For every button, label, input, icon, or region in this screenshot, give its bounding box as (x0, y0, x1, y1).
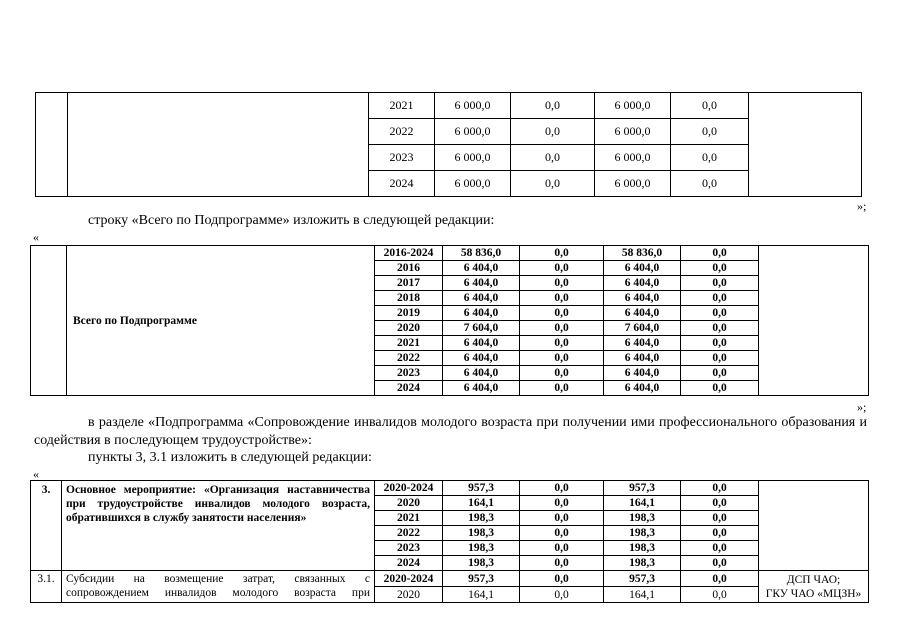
year-cell: 2020 (375, 321, 443, 336)
year-cell: 2016-2024 (375, 246, 443, 261)
instruction-paragraph: строку «Всего по Подпрограмме» изложить в следующей редакции: (88, 213, 495, 228)
item-number-cell: 3.1. (31, 571, 62, 603)
value-cell: 0,0 (511, 119, 595, 145)
value-cell: 6 000,0 (595, 93, 671, 119)
value-cell: 0,0 (681, 351, 759, 366)
total-cell: 164,1 (443, 496, 520, 511)
value-cell: 7 604,0 (604, 321, 681, 336)
value-cell: 0,0 (520, 496, 604, 511)
number-cell (31, 246, 67, 396)
total-cell: 6 000,0 (435, 145, 511, 171)
closing-quote: »; (857, 400, 867, 414)
total-cell: 164,1 (443, 587, 520, 603)
description-cell (68, 93, 369, 197)
executor-cell (749, 93, 862, 197)
value-cell: 6 404,0 (604, 366, 681, 381)
value-cell: 0,0 (520, 276, 604, 291)
executor-cell (759, 571, 869, 603)
value-cell: 164,1 (604, 496, 681, 511)
value-cell: 0,0 (511, 145, 595, 171)
value-cell: 0,0 (520, 381, 604, 396)
value-cell: 0,0 (520, 246, 604, 261)
year-cell: 2018 (375, 291, 443, 306)
value-cell: 0,0 (681, 366, 759, 381)
value-cell: 6 404,0 (604, 336, 681, 351)
executor-cell (759, 246, 869, 396)
year-cell: 2023 (369, 145, 435, 171)
value-cell: 0,0 (520, 587, 604, 603)
value-cell: 0,0 (681, 261, 759, 276)
total-cell: 58 836,0 (443, 246, 520, 261)
table-row (36, 93, 862, 119)
total-cell: 6 404,0 (443, 291, 520, 306)
instruction-paragraph: в разделе «Подпрограмма «Сопровождение инвалидов молодого возраста при получении ими профессионального образования и содействия в последующем трудоустройстве»: (34, 415, 867, 448)
value-cell: 0,0 (520, 571, 604, 587)
total-cell: 198,3 (443, 541, 520, 556)
executor-line: ДСП ЧАО; (786, 573, 841, 586)
value-cell: 198,3 (604, 541, 681, 556)
opening-quote: « (33, 467, 39, 481)
year-cell: 2022 (375, 351, 443, 366)
instruction-paragraph: пункты 3, 3.1 изложить в следующей редакции: (88, 450, 372, 465)
value-cell: 0,0 (681, 321, 759, 336)
value-cell: 0,0 (520, 261, 604, 276)
total-cell: 6 000,0 (435, 93, 511, 119)
value-cell: 957,3 (604, 571, 681, 587)
value-cell: 0,0 (520, 351, 604, 366)
year-cell: 2024 (375, 381, 443, 396)
year-cell: 2024 (369, 171, 435, 197)
value-cell: 0,0 (671, 119, 749, 145)
value-cell: 0,0 (511, 93, 595, 119)
value-cell: 198,3 (604, 556, 681, 571)
value-cell: 0,0 (520, 481, 604, 496)
total-cell: 6 000,0 (435, 171, 511, 197)
year-cell: 2020-2024 (375, 481, 443, 496)
item-number-cell: 3. (31, 481, 62, 571)
value-cell: 0,0 (681, 571, 759, 587)
year-cell: 2021 (375, 336, 443, 351)
value-cell: 6 404,0 (604, 261, 681, 276)
value-cell: 0,0 (671, 145, 749, 171)
value-cell: 0,0 (511, 171, 595, 197)
value-cell: 0,0 (671, 93, 749, 119)
value-cell: 0,0 (681, 496, 759, 511)
value-cell: 164,1 (604, 587, 681, 603)
total-cell: 6 404,0 (443, 276, 520, 291)
year-cell: 2021 (375, 511, 443, 526)
value-cell: 6 000,0 (595, 171, 671, 197)
total-cell: 198,3 (443, 556, 520, 571)
value-cell: 0,0 (681, 511, 759, 526)
value-cell: 0,0 (520, 366, 604, 381)
value-cell: 0,0 (681, 587, 759, 603)
value-cell: 198,3 (604, 526, 681, 541)
table-row (31, 246, 869, 261)
executor-cell (759, 481, 869, 571)
value-cell: 6 404,0 (604, 291, 681, 306)
total-cell: 198,3 (443, 511, 520, 526)
value-cell: 0,0 (520, 336, 604, 351)
value-cell: 0,0 (681, 336, 759, 351)
value-cell: 6 404,0 (604, 351, 681, 366)
total-cell: 957,3 (443, 571, 520, 587)
value-cell: 0,0 (520, 306, 604, 321)
number-cell (36, 93, 68, 197)
year-cell: 2016 (375, 261, 443, 276)
year-cell: 2020-2024 (375, 571, 443, 587)
year-cell: 2020 (375, 587, 443, 603)
value-cell: 0,0 (520, 541, 604, 556)
total-cell: 6 404,0 (443, 336, 520, 351)
value-cell: 0,0 (681, 381, 759, 396)
year-cell: 2021 (369, 93, 435, 119)
year-cell: 2022 (375, 526, 443, 541)
budget-table-continuation (35, 92, 862, 197)
value-cell: 0,0 (681, 481, 759, 496)
value-cell: 0,0 (520, 321, 604, 336)
year-cell: 2022 (369, 119, 435, 145)
year-cell: 2024 (375, 556, 443, 571)
total-cell: 6 404,0 (443, 351, 520, 366)
year-cell: 2023 (375, 366, 443, 381)
total-cell: 957,3 (443, 481, 520, 496)
value-cell: 0,0 (681, 246, 759, 261)
item-description-cell: Субсидии на возмещение затрат, связанных с сопровождением инвалидов молодого возраста при (62, 571, 375, 603)
table-row (31, 481, 869, 496)
opening-quote: « (33, 230, 39, 244)
value-cell: 6 000,0 (595, 145, 671, 171)
value-cell: 0,0 (520, 511, 604, 526)
value-cell: 0,0 (520, 556, 604, 571)
value-cell: 6 404,0 (604, 306, 681, 321)
value-cell: 0,0 (681, 306, 759, 321)
year-cell: 2020 (375, 496, 443, 511)
value-cell: 0,0 (520, 526, 604, 541)
total-cell: 6 404,0 (443, 261, 520, 276)
subprogram-total-table (30, 245, 869, 396)
value-cell: 6 404,0 (604, 381, 681, 396)
year-cell: 2019 (375, 306, 443, 321)
value-cell: 0,0 (671, 171, 749, 197)
value-cell: 0,0 (520, 291, 604, 306)
total-cell: 6 404,0 (443, 381, 520, 396)
value-cell: 58 836,0 (604, 246, 681, 261)
total-cell: 6 404,0 (443, 366, 520, 381)
value-cell: 0,0 (681, 291, 759, 306)
year-cell: 2023 (375, 541, 443, 556)
total-cell: 7 604,0 (443, 321, 520, 336)
activity-table (30, 480, 869, 603)
executor-line: ГКУ ЧАО «МЦЗН» (765, 587, 862, 600)
year-cell: 2017 (375, 276, 443, 291)
total-cell: 6 404,0 (443, 306, 520, 321)
value-cell: 6 404,0 (604, 276, 681, 291)
total-cell: 198,3 (443, 526, 520, 541)
value-cell: 0,0 (681, 541, 759, 556)
value-cell: 0,0 (681, 276, 759, 291)
value-cell: 957,3 (604, 481, 681, 496)
total-label-cell: Всего по Подпрограмме (67, 246, 375, 396)
total-cell: 6 000,0 (435, 119, 511, 145)
item-description-cell: Основное мероприятие: «Организация наставничества при трудоустройстве инвалидов молодого возраста, обратившихся в службу занятости населения» (62, 481, 375, 571)
value-cell: 198,3 (604, 511, 681, 526)
value-cell: 0,0 (681, 526, 759, 541)
table-row (31, 571, 869, 587)
value-cell: 6 000,0 (595, 119, 671, 145)
closing-quote: »; (857, 199, 867, 213)
value-cell: 0,0 (681, 556, 759, 571)
